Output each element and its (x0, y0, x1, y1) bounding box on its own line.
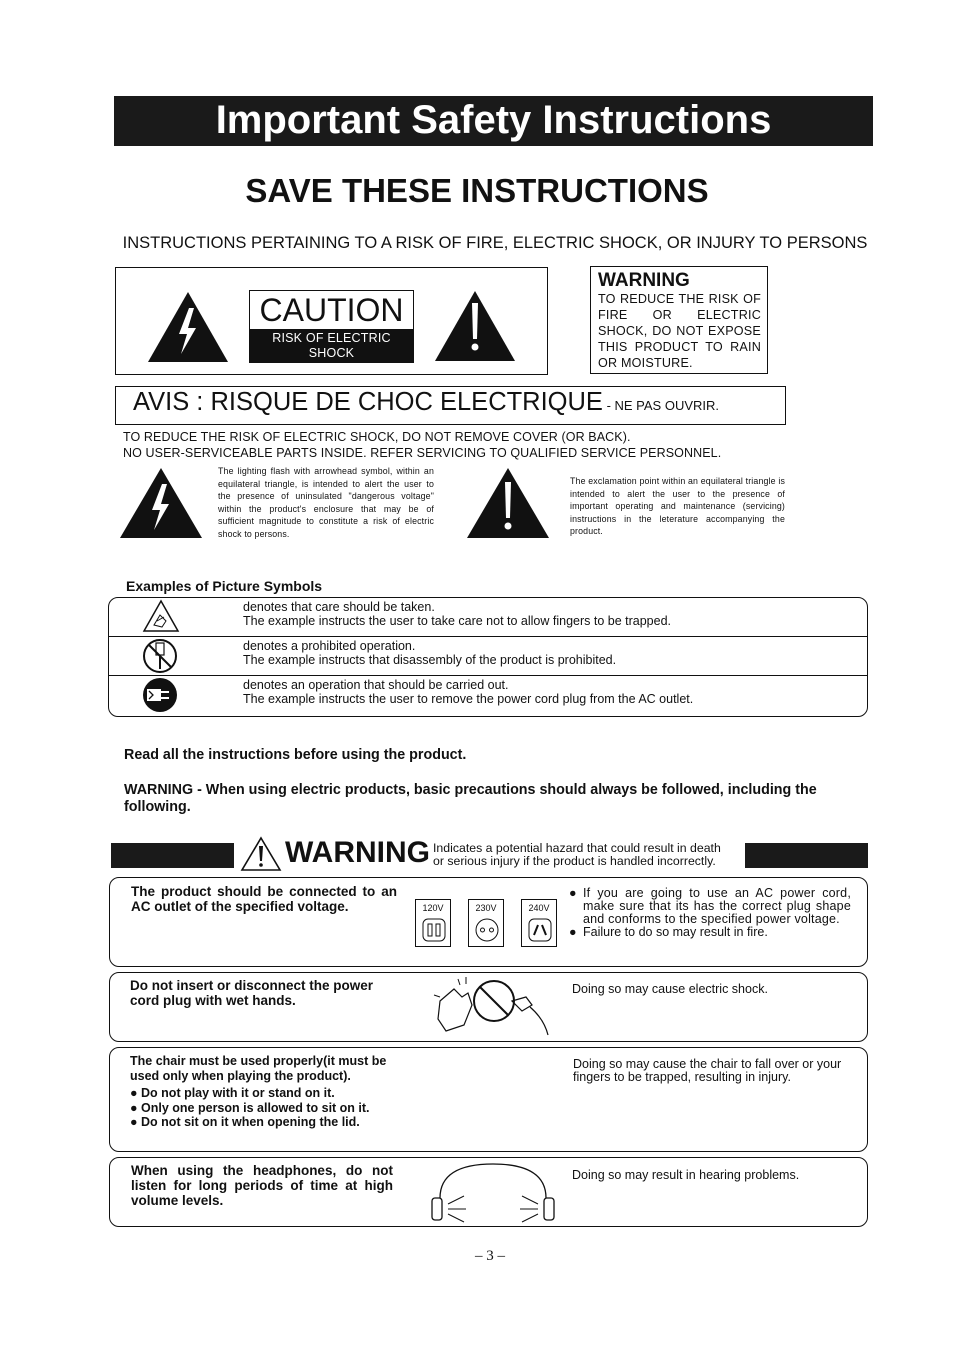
chair-note: Doing so may cause the chair to fall over or your fingers to be trapped, resulting in injury. (573, 1057, 842, 1084)
bullet-icon: ● (569, 886, 577, 900)
bullet-icon: ● (130, 1115, 142, 1129)
unplug-power-cord-icon (141, 677, 179, 713)
outlet-voltage: 240V (528, 903, 550, 913)
ac-outlet-card (109, 877, 868, 967)
lightning-description: The lighting flash with arrowhead symbol, within an equilateral triangle, is intended to alert the user to the presence of uninsulated "dangerous voltage" within the product's enclosure that may be of sufficient magnitude to constitute a risk of electric shock to persons. (218, 466, 434, 539)
outlet-240v (521, 899, 557, 947)
warning-box (590, 266, 768, 374)
pertaining-line: INSTRUCTIONS PERTAINING TO A RISK OF FIRE, ELECTRIC SHOCK, OR INJURY TO PERSONS (122, 234, 868, 252)
no-wet-hands-plug-icon (432, 975, 560, 1039)
prohibited-disassembly-icon (141, 637, 179, 675)
avis-small: - NE PAS OUVRIR. (602, 398, 720, 413)
symbol-row-text (243, 640, 616, 667)
picture-symbols-heading: Examples of Picture Symbols (126, 578, 323, 594)
wet-hands-note: Doing so may cause electric shock. (572, 982, 768, 996)
lightning-triangle-icon (146, 290, 230, 364)
outlet-240v-icon (528, 918, 552, 942)
reduce-risk-text (123, 429, 721, 461)
chair-bullet-item (130, 1086, 370, 1101)
basic-precautions: WARNING - When using electric products, basic precautions should always be followed, including the following. (124, 782, 817, 815)
save-instructions-heading: SAVE THESE INSTRUCTIONS (245, 172, 709, 209)
exclamation-description: The exclamation point within an equilateral triangle is intended to alert the user to the presence of important operating and maintenance (servicing) instructions in the leterature accompanying the product. (570, 476, 785, 536)
page-number: – 3 – (475, 1248, 505, 1264)
reduce-line1: TO REDUCE THE RISK OF ELECTRIC SHOCK, DO NOT REMOVE COVER (OR BACK). (123, 430, 631, 444)
caution-finger-trap-icon (142, 599, 180, 633)
chair-bullet-text: Do not play with it or stand on it. (141, 1086, 335, 1100)
chair-bullet-item (130, 1115, 370, 1130)
ac-outlet-notes (569, 887, 851, 939)
ac-note-item (569, 926, 851, 939)
exclamation-triangle-icon (240, 836, 282, 872)
exclamation-triangle-icon (465, 466, 551, 540)
warning-heading-desc (433, 842, 721, 868)
ac-outlet-title: The product should be connected to an AC outlet of the specified voltage. (131, 884, 397, 914)
symbol-row (108, 675, 866, 714)
outlet-120v-icon (422, 918, 446, 942)
chair-card (109, 1047, 868, 1152)
warning-heading: WARNING (285, 836, 430, 869)
ac-note2: Failure to do so may result in fire. (583, 925, 768, 939)
chair-bullet-item (130, 1101, 370, 1116)
symbol-line1: denotes a prohibited operation. (243, 639, 416, 653)
avis-main: AVIS : RISQUE DE CHOC ELECTRIQUE (133, 388, 603, 416)
headphones-icon (428, 1160, 558, 1224)
symbol-line2: The example instructs the user to take care not to allow fingers to be trapped. (243, 613, 672, 628)
bullet-icon: ● (569, 925, 577, 939)
symbol-line1: denotes that care should be taken. (243, 600, 435, 614)
symbol-row (108, 597, 866, 636)
warning-bar-left (111, 843, 234, 868)
chair-title: The chair must be used properly(it must be used only when playing the product). (130, 1054, 387, 1083)
caution-line1: RISK OF ELECTRIC SHOCK (272, 331, 391, 360)
avis-text (133, 388, 719, 417)
caution-word: CAUTION (249, 290, 414, 329)
ac-note1: If you are going to use an AC power cord, make sure that its has the correct plug shape and conforms to the specified power voltage. (583, 886, 851, 926)
outlet-230v (468, 899, 504, 947)
lightning-triangle-icon (118, 466, 204, 540)
symbol-line2: The example instructs the user to remove the power cord plug from the AC outlet. (243, 691, 694, 706)
caution-label (249, 290, 414, 375)
chair-bullet-text: Only one person is allowed to sit on it. (141, 1100, 370, 1115)
symbol-row (108, 636, 866, 675)
warning-desc-line2: or serious injury if the product is handled incorrectly. (433, 854, 716, 868)
outlet-120v (415, 899, 451, 947)
warning-desc-line1: Indicates a potential hazard that could result in death (433, 841, 721, 855)
chair-bullets (130, 1086, 370, 1130)
headphones-note: Doing so may result in hearing problems. (572, 1168, 800, 1182)
outlet-voltage: 120V (422, 903, 444, 913)
read-instructions: Read all the instructions before using the product. (124, 747, 467, 763)
symbol-row-text (243, 679, 693, 706)
caution-subtext (249, 329, 414, 375)
ac-note-item (569, 887, 851, 926)
outlet-voltage: 230V (475, 903, 497, 913)
caution-line2: DO NOT OPEN (286, 361, 377, 375)
bullet-icon: ● (130, 1086, 142, 1100)
wet-hands-title: Do not insert or disconnect the power cord plug with wet hands. (130, 978, 374, 1008)
symbol-line2: The example instructs that disassembly of the product is prohibited. (243, 652, 617, 667)
exclamation-triangle-icon (433, 289, 517, 363)
headphones-card (109, 1157, 868, 1227)
wet-hands-card (109, 972, 868, 1042)
warning-box-text: TO REDUCE THE RISK OF FIRE OR ELECTRIC SHOCK, DO NOT EXPOSE THIS PRODUCT TO RAIN OR MOISTURE. (598, 292, 761, 370)
warning-bar-right (745, 843, 868, 868)
headphones-title: When using the headphones, do not listen for long periods of time at high volume levels. (131, 1163, 393, 1208)
page-title: Important Safety Instructions (114, 96, 873, 146)
outlet-230v-icon (475, 918, 499, 942)
warning-box-title: WARNING (598, 270, 690, 291)
chair-bullet-text: Do not sit on it when opening the lid. (141, 1115, 360, 1129)
symbol-line1: denotes an operation that should be carried out. (243, 678, 509, 692)
symbol-row-text (243, 601, 671, 628)
bullet-icon: ● (130, 1100, 142, 1115)
reduce-line2: NO USER-SERVICEABLE PARTS INSIDE. REFER SERVICING TO QUALIFIED SERVICE PERSONNEL. (123, 446, 722, 460)
